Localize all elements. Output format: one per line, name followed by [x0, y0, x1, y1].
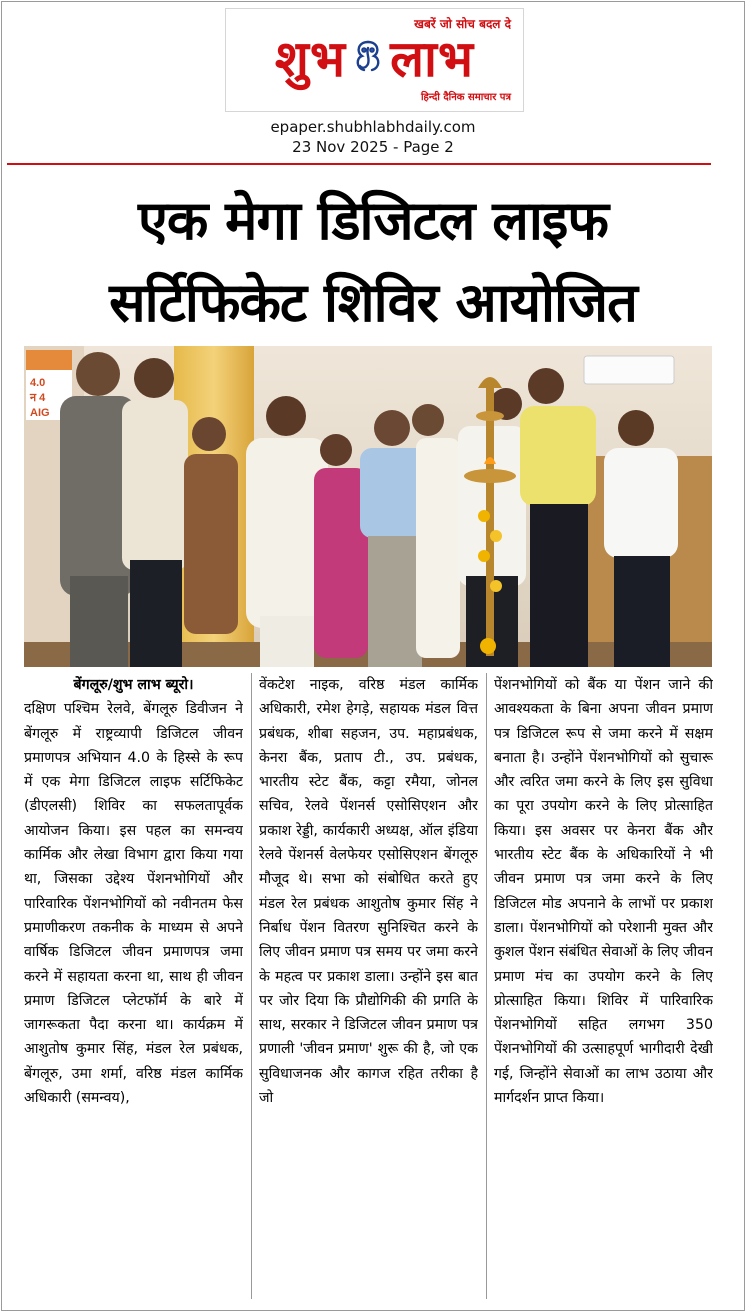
- edition-date-page: 23 Nov 2025 - Page 2: [292, 138, 454, 156]
- article-column-1: [24, 673, 243, 1299]
- person-7: [412, 404, 460, 658]
- banner-fragment-1: 4.0: [30, 377, 46, 389]
- headline: [8, 180, 738, 344]
- banner-fragment-2: न 4: [30, 392, 46, 404]
- article-byline: बेंगलूरु/शुभ लाभ ब्यूरो।: [73, 677, 194, 693]
- masthead: [225, 8, 524, 112]
- epaper-url: epaper.shubhlabhdaily.com: [270, 118, 476, 136]
- article-column-2-text: वेंकटेश नाइक, वरिष्ठ मंडल कार्मिक अधिकारी, रमेश हेगड़े, सहायक मंडल वित्त प्रबंधक, शीबा सहजन, उप. महाप्रबंधक, केनरा बैंक, प्रताप टी., उप. प्रबंधक, भारतीय स्टेट बैंक, कट्टा रमैया, जोनल सचिव, रेलवे पेंशनर्स एसोसिएशन और प्रकाश रेड्डी, कार्यकारी अध्यक्ष, ऑल इंडिया रेलवे पेंशनर्स वेलफेयर एसोसिएशन बेंगलूरु मौजूद थे। सभा को संबोधित करते हुए मंडल रेल प्रबंधक आशुतोष कुमार सिंह ने निर्बाध पेंशन वितरण सुनिश्चित करने के लिए जीवन प्रमाण पत्र समय पर जमा करने के महत्व पर प्रकाश डाला। उन्होंने इस बात पर जोर दिया कि प्रौद्योगिकी की प्रगति के साथ, सरकार ने डिजिटल जीवन प्रमाण पत्र प्रणाली 'जीवन प्रमाण' शुरू की है, जो एक सुविधाजनक और कागज रहित तरीका है जो: [259, 677, 478, 1107]
- headline-line-2: सर्टिफिकेट शिविर आयोजित: [109, 271, 637, 334]
- person-2: [122, 358, 188, 667]
- logo-word-left: शुभ: [274, 29, 347, 88]
- banner-fragment-3: AIG: [30, 407, 50, 419]
- news-photo: [24, 346, 712, 667]
- article-column-3-text: पेंशनभोगियों को बैंक या पेंशन जाने की आवश्यकता के बिना अपना जीवन प्रमाण पत्र डिजिटल रूप से जमा करने में सक्षम बनाता है। उन्होंने पेंशनभोगियों को सुचारू और त्वरित जमा करने के लिए इस सुविधा का पूरा उपयोग करने के लिए प्रोत्साहित किया। इस अवसर पर केनरा बैंक और भारतीय स्टेट बैंक के अधिकारियों ने भी जीवन प्रमाण पत्र जमा करने के लिए डिजिटल मोड अपनाने के लाभों पर प्रकाश डाला। पेंशनभोगियों को परेशानी मुक्त और कुशल पेंशन संबंधित सेवाओं के लिए जीवन प्रमाण मंच का उपयोग करने के लिए प्रोत्साहित किया। शिविर में पारिवारिक पेंशनभोगियों सहित लगभग 350 पेंशनभोगियों की उत्साहपूर्ण भागीदारी देखी गई, जिन्होंने सेवाओं का लाभ उठाया और मार्गदर्शन प्राप्त किया।: [494, 677, 713, 1107]
- article-column-3: [494, 673, 713, 1299]
- article-column-1-text: दक्षिण पश्चिम रेलवे, बेंगलूरु डिवीजन ने बेंगलूरु में राष्ट्रव्यापी डिजिटल जीवन प्रमाणपत्र अभियान 4.0 के हिस्से के रूप में एक मेगा डिजिटल लाइफ सर्टिफिकेट (डीएलसी) शिविर का सफलतापूर्वक आयोजन किया। इस पहल का समन्वय कार्मिक और लेखा विभाग द्वारा किया गया था, जिसका उद्देश्य पेंशनभोगियों और पारिवारिक पेंशनभोगियों को नवीनतम फेस प्रमाणीकरण तकनीक के माध्यम से अपने वार्षिक डिजिटल जीवन प्रमाणपत्र जमा करने में सहायता करना था, साथ ही जीवन प्रमाण डिजिटल प्लेटफॉर्म के बारे में जागरूकता पैदा करना था। कार्यक्रम में आशुतोष कुमार सिंह, मंडल रेल प्रबंधक, बेंगलूरु, उमा शर्मा, वरिष्ठ मंडल कार्मिक अधिकारी (समन्वय),: [24, 701, 243, 1107]
- logo-word-right: लाभ: [390, 29, 475, 88]
- column-divider-1: [251, 673, 252, 1299]
- person-10: [604, 410, 678, 667]
- masthead-subtagline: हिन्दी दैनिक समाचार पत्र: [420, 92, 511, 103]
- column-divider-2: [486, 673, 487, 1299]
- article-body: [24, 673, 712, 1299]
- article-column-2: [259, 673, 478, 1299]
- header-rule: [7, 163, 711, 165]
- masthead-tagline: खबरें जो सोच बदल दे: [414, 17, 511, 31]
- headline-line-1: एक मेगा डिजिटल लाइफ: [138, 189, 608, 252]
- person-9: [520, 368, 596, 667]
- lamp-lighting-photo: [24, 346, 712, 667]
- ganesh-icon: [348, 27, 388, 91]
